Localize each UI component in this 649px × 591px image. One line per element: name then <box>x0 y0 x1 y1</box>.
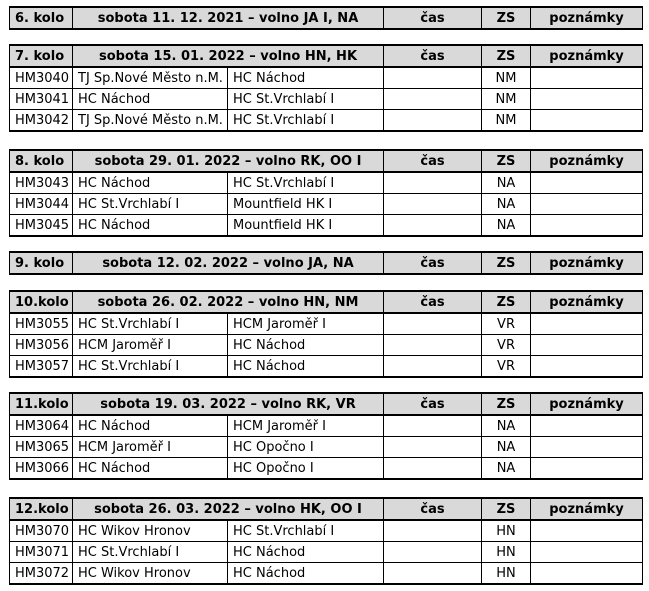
round-title: sobota 11. 12. 2021 – volno JA I, NA <box>73 7 384 29</box>
notes-column-header: poznámky <box>531 393 643 415</box>
away-team: Mountfield HK I <box>228 194 384 215</box>
round-title: sobota 12. 02. 2022 – volno JA, NA <box>73 252 384 274</box>
round-table <box>9 6 643 30</box>
match-id: HM3066 <box>10 458 73 480</box>
venue-code: NA <box>482 415 531 437</box>
match-notes <box>531 67 643 89</box>
away-team: HC Opočno I <box>228 458 384 480</box>
match-id: HM3040 <box>10 67 73 89</box>
match-row <box>10 458 643 480</box>
venue-code: NM <box>482 89 531 110</box>
venue-code: NM <box>482 67 531 89</box>
home-team: HC Náchod <box>73 215 228 237</box>
match-row <box>10 89 643 110</box>
away-team: HC Náchod <box>228 356 384 378</box>
match-notes <box>531 172 643 194</box>
away-team: Mountfield HK I <box>228 215 384 237</box>
match-row <box>10 542 643 563</box>
match-time <box>384 215 482 237</box>
round-number: 10.kolo <box>10 291 73 313</box>
match-id: HM3072 <box>10 563 73 585</box>
home-team: HC Náchod <box>73 172 228 194</box>
notes-column-header: poznámky <box>531 291 643 313</box>
round-number: 12.kolo <box>10 498 73 520</box>
match-notes <box>531 458 643 480</box>
match-time <box>384 437 482 458</box>
round-number: 8. kolo <box>10 150 73 172</box>
match-time <box>384 172 482 194</box>
round-title: sobota 26. 03. 2022 – volno HK, OO I <box>73 498 384 520</box>
match-row <box>10 110 643 132</box>
time-column-header: čas <box>384 498 482 520</box>
away-team: HC Náchod <box>228 67 384 89</box>
away-team: HC Opočno I <box>228 437 384 458</box>
venue-code: NA <box>482 437 531 458</box>
match-time <box>384 313 482 335</box>
match-notes <box>531 313 643 335</box>
round-title: sobota 15. 01. 2022 – volno HN, HK <box>73 45 384 67</box>
away-team: HC Náchod <box>228 563 384 585</box>
venue-code: HN <box>482 542 531 563</box>
match-id: HM3045 <box>10 215 73 237</box>
match-time <box>384 542 482 563</box>
zs-column-header: ZS <box>482 291 531 313</box>
match-row <box>10 437 643 458</box>
match-id: HM3056 <box>10 335 73 356</box>
match-time <box>384 110 482 132</box>
away-team: HC St.Vrchlabí I <box>228 89 384 110</box>
zs-column-header: ZS <box>482 7 531 29</box>
round-header <box>10 7 643 29</box>
match-id: HM3071 <box>10 542 73 563</box>
round-title: sobota 19. 03. 2022 – volno RK, VR <box>73 393 384 415</box>
away-team: HC St.Vrchlabí I <box>228 172 384 194</box>
round-title: sobota 29. 01. 2022 – volno RK, OO I <box>73 150 384 172</box>
match-time <box>384 67 482 89</box>
venue-code: NA <box>482 194 531 215</box>
match-notes <box>531 520 643 542</box>
venue-code: HN <box>482 563 531 585</box>
venue-code: VR <box>482 335 531 356</box>
match-row <box>10 356 643 378</box>
match-time <box>384 194 482 215</box>
match-row <box>10 67 643 89</box>
match-row <box>10 520 643 542</box>
time-column-header: čas <box>384 393 482 415</box>
zs-column-header: ZS <box>482 393 531 415</box>
notes-column-header: poznámky <box>531 150 643 172</box>
zs-column-header: ZS <box>482 45 531 67</box>
match-row <box>10 172 643 194</box>
match-time <box>384 356 482 378</box>
match-id: HM3043 <box>10 172 73 194</box>
match-notes <box>531 415 643 437</box>
home-team: HC Náchod <box>73 89 228 110</box>
time-column-header: čas <box>384 150 482 172</box>
round-table <box>9 251 643 275</box>
match-notes <box>531 110 643 132</box>
round-title: sobota 26. 02. 2022 – volno HN, NM <box>73 291 384 313</box>
home-team: HCM Jaroměř I <box>73 437 228 458</box>
match-notes <box>531 563 643 585</box>
home-team: HC Wikov Hronov <box>73 520 228 542</box>
time-column-header: čas <box>384 252 482 274</box>
home-team: TJ Sp.Nové Město n.M. <box>73 67 228 89</box>
match-notes <box>531 194 643 215</box>
zs-column-header: ZS <box>482 498 531 520</box>
round-header <box>10 150 643 172</box>
home-team: HC St.Vrchlabí I <box>73 194 228 215</box>
match-notes <box>531 437 643 458</box>
match-id: HM3057 <box>10 356 73 378</box>
venue-code: NA <box>482 458 531 480</box>
match-notes <box>531 356 643 378</box>
time-column-header: čas <box>384 45 482 67</box>
away-team: HC St.Vrchlabí I <box>228 110 384 132</box>
venue-code: NA <box>482 172 531 194</box>
match-row <box>10 194 643 215</box>
home-team: TJ Sp.Nové Město n.M. <box>73 110 228 132</box>
match-notes <box>531 542 643 563</box>
match-row <box>10 215 643 237</box>
round-table <box>9 290 643 378</box>
round-table <box>9 392 643 480</box>
time-column-header: čas <box>384 291 482 313</box>
away-team: HC Náchod <box>228 542 384 563</box>
time-column-header: čas <box>384 7 482 29</box>
home-team: HC St.Vrchlabí I <box>73 542 228 563</box>
round-table <box>9 149 643 237</box>
match-notes <box>531 215 643 237</box>
match-time <box>384 415 482 437</box>
home-team: HC St.Vrchlabí I <box>73 356 228 378</box>
away-team: HCM Jaroměř I <box>228 415 384 437</box>
home-team: HC Náchod <box>73 415 228 437</box>
match-id: HM3042 <box>10 110 73 132</box>
match-row <box>10 563 643 585</box>
zs-column-header: ZS <box>482 252 531 274</box>
round-header <box>10 291 643 313</box>
home-team: HC Wikov Hronov <box>73 563 228 585</box>
match-notes <box>531 335 643 356</box>
venue-code: HN <box>482 520 531 542</box>
round-number: 7. kolo <box>10 45 73 67</box>
match-time <box>384 89 482 110</box>
round-table <box>9 497 643 585</box>
round-number: 11.kolo <box>10 393 73 415</box>
notes-column-header: poznámky <box>531 7 643 29</box>
away-team: HC St.Vrchlabí I <box>228 520 384 542</box>
round-header <box>10 393 643 415</box>
venue-code: VR <box>482 356 531 378</box>
venue-code: VR <box>482 313 531 335</box>
match-id: HM3070 <box>10 520 73 542</box>
notes-column-header: poznámky <box>531 252 643 274</box>
round-header <box>10 252 643 274</box>
match-id: HM3041 <box>10 89 73 110</box>
match-row <box>10 335 643 356</box>
match-notes <box>531 89 643 110</box>
match-id: HM3044 <box>10 194 73 215</box>
venue-code: NA <box>482 215 531 237</box>
round-header <box>10 45 643 67</box>
match-time <box>384 520 482 542</box>
match-time <box>384 563 482 585</box>
match-time <box>384 458 482 480</box>
notes-column-header: poznámky <box>531 45 643 67</box>
match-row <box>10 313 643 335</box>
home-team: HCM Jaroměř I <box>73 335 228 356</box>
notes-column-header: poznámky <box>531 498 643 520</box>
match-id: HM3065 <box>10 437 73 458</box>
round-number: 9. kolo <box>10 252 73 274</box>
round-number: 6. kolo <box>10 7 73 29</box>
match-row <box>10 415 643 437</box>
home-team: HC St.Vrchlabí I <box>73 313 228 335</box>
round-table <box>9 44 643 132</box>
zs-column-header: ZS <box>482 150 531 172</box>
away-team: HCM Jaroměř I <box>228 313 384 335</box>
match-time <box>384 335 482 356</box>
away-team: HC Náchod <box>228 335 384 356</box>
match-id: HM3055 <box>10 313 73 335</box>
match-id: HM3064 <box>10 415 73 437</box>
round-header <box>10 498 643 520</box>
venue-code: NM <box>482 110 531 132</box>
home-team: HC Náchod <box>73 458 228 480</box>
